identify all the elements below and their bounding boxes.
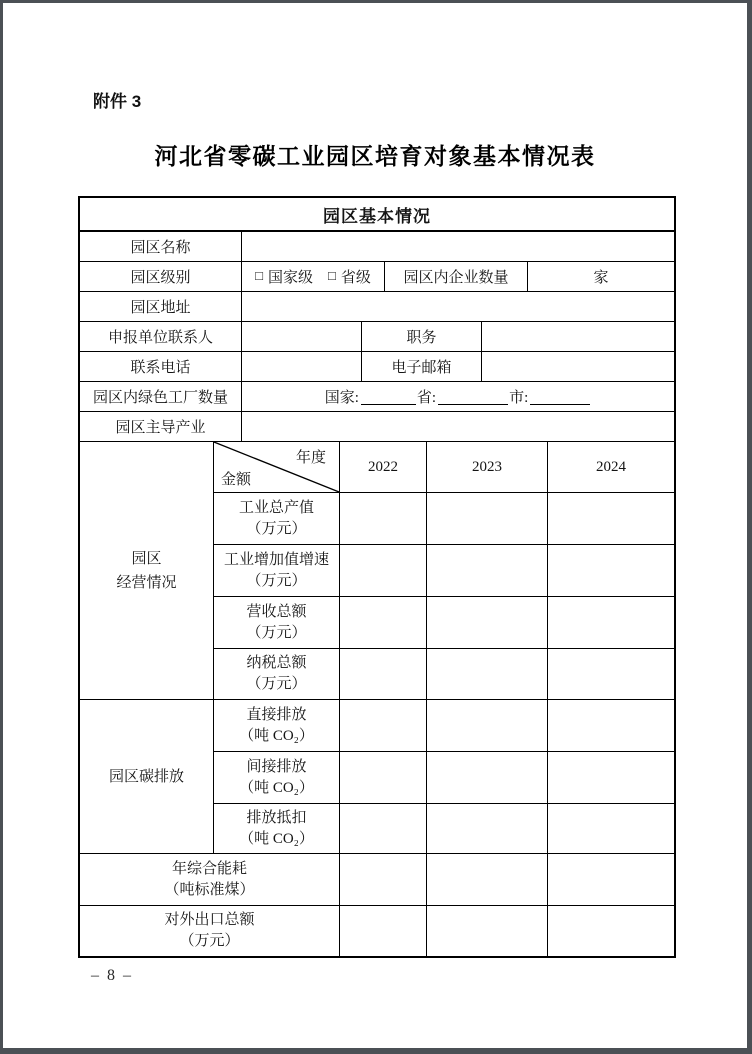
row-label-line1: 直接排放 bbox=[246, 706, 307, 723]
table-header: 园区基本情况 bbox=[80, 198, 674, 232]
email-value-cell bbox=[482, 352, 674, 381]
page-number: – 8 – bbox=[91, 967, 133, 984]
park-address-label: 园区地址 bbox=[80, 292, 242, 321]
green-factory-city-label: 市: bbox=[509, 390, 529, 406]
park-level-options bbox=[242, 262, 385, 291]
value-cell bbox=[548, 545, 674, 596]
main-industry-label: 园区主导产业 bbox=[80, 412, 242, 441]
row-industrial-output bbox=[214, 493, 674, 545]
row-label-line1: 营收总额 bbox=[246, 603, 307, 620]
row-label-unit: （万元） bbox=[246, 624, 307, 641]
green-factory-label: 园区内绿色工厂数量 bbox=[80, 382, 242, 411]
row-label-line1: 间接排放 bbox=[246, 758, 307, 775]
document-page bbox=[3, 3, 747, 1048]
carbon-rows bbox=[214, 700, 674, 853]
row-energy-consumption bbox=[80, 854, 674, 906]
value-cell bbox=[548, 854, 674, 905]
section-operation bbox=[80, 442, 674, 700]
row-value-added-growth bbox=[214, 545, 674, 597]
energy-consumption-label bbox=[80, 854, 340, 905]
green-factory-fill-line bbox=[242, 386, 674, 407]
value-cell bbox=[340, 906, 427, 956]
row-label-line1: 排放抵扣 bbox=[246, 809, 307, 826]
row-export-total bbox=[80, 906, 674, 956]
row-green-factory bbox=[80, 382, 674, 412]
row-label-unit: （万元） bbox=[246, 520, 307, 537]
option-provincial bbox=[328, 266, 371, 287]
blank-underline bbox=[361, 390, 416, 405]
row-label-unit: （吨 CO₂） bbox=[239, 727, 314, 744]
option-provincial-label: 省级 bbox=[340, 270, 371, 286]
value-added-growth-label bbox=[214, 545, 340, 596]
page-title: 河北省零碳工业园区培育对象基本情况表 bbox=[154, 144, 596, 169]
export-total-label bbox=[80, 906, 340, 956]
value-cell bbox=[427, 752, 548, 803]
value-cell bbox=[427, 493, 548, 544]
row-tax-total bbox=[214, 649, 674, 699]
operation-group-label bbox=[80, 442, 214, 699]
year-header-2023: 2023 bbox=[427, 442, 548, 492]
revenue-total-label bbox=[214, 597, 340, 648]
value-cell bbox=[427, 545, 548, 596]
operation-group-line2: 经营情况 bbox=[116, 574, 177, 591]
value-cell bbox=[548, 752, 674, 803]
value-cell bbox=[340, 649, 427, 699]
contact-label: 申报单位联系人 bbox=[80, 322, 242, 351]
value-cell bbox=[427, 854, 548, 905]
row-label-unit: （吨 CO₂） bbox=[239, 779, 314, 796]
main-industry-value-cell bbox=[242, 412, 674, 441]
diagonal-bottom-label: 金额 bbox=[221, 472, 252, 488]
direct-emission-label bbox=[214, 700, 340, 751]
row-label-line1: 对外出口总额 bbox=[164, 912, 255, 928]
row-label-unit: （吨 CO₂） bbox=[239, 830, 314, 847]
row-label-line1: 工业增加值增速 bbox=[223, 551, 329, 568]
row-phone bbox=[80, 352, 674, 382]
blank-underline bbox=[530, 390, 590, 405]
row-label-unit: （万元） bbox=[246, 676, 307, 692]
row-label-unit: （吨标准煤） bbox=[164, 881, 255, 898]
row-emission-offset bbox=[214, 804, 674, 853]
industrial-output-label bbox=[214, 493, 340, 544]
value-cell bbox=[427, 804, 548, 853]
value-cell bbox=[427, 700, 548, 751]
option-national bbox=[255, 266, 313, 287]
value-cell bbox=[340, 854, 427, 905]
contact-value-cell bbox=[242, 322, 362, 351]
email-label: 电子邮箱 bbox=[362, 352, 482, 381]
row-label-line1: 年综合能耗 bbox=[171, 860, 247, 877]
attachment-label: 附件 3 bbox=[93, 92, 142, 111]
section-carbon bbox=[80, 700, 674, 854]
green-factory-national-label: 国家: bbox=[324, 390, 359, 406]
row-park-address bbox=[80, 292, 674, 322]
value-cell bbox=[340, 752, 427, 803]
value-cell bbox=[427, 597, 548, 648]
row-label-line1: 工业总产值 bbox=[238, 499, 314, 516]
row-label-unit: （万元） bbox=[246, 572, 307, 589]
phone-label: 联系电话 bbox=[80, 352, 242, 381]
tax-total-label bbox=[214, 649, 340, 699]
row-park-name bbox=[80, 232, 674, 262]
park-address-value-cell bbox=[242, 292, 674, 321]
enterprise-count-unit: 家 bbox=[593, 270, 609, 286]
value-cell bbox=[548, 649, 674, 699]
row-matrix-header bbox=[214, 442, 674, 493]
value-cell bbox=[427, 649, 548, 699]
park-name-value-cell bbox=[242, 232, 674, 261]
green-factory-province-label: 省: bbox=[416, 390, 437, 406]
green-factory-value-cell bbox=[242, 382, 674, 411]
option-national-label: 国家级 bbox=[267, 270, 313, 286]
park-level-options-group bbox=[255, 266, 371, 287]
basic-info-table bbox=[78, 196, 676, 958]
blank-underline bbox=[438, 390, 508, 405]
value-cell bbox=[340, 804, 427, 853]
row-label-unit: （万元） bbox=[179, 933, 240, 949]
position-value-cell bbox=[482, 322, 674, 351]
row-indirect-emission bbox=[214, 752, 674, 804]
diagonal-header-cell bbox=[214, 442, 340, 492]
operation-rows bbox=[214, 442, 674, 699]
value-cell bbox=[340, 700, 427, 751]
row-direct-emission bbox=[214, 700, 674, 752]
park-name-label: 园区名称 bbox=[80, 232, 242, 261]
year-header-2024: 2024 bbox=[596, 458, 626, 475]
carbon-group-label: 园区碳排放 bbox=[80, 700, 214, 853]
checkbox-provincial-icon: □ bbox=[328, 267, 336, 283]
value-cell bbox=[427, 906, 548, 956]
value-cell bbox=[548, 700, 674, 751]
value-cell bbox=[548, 906, 674, 956]
value-cell bbox=[340, 597, 427, 648]
row-main-industry bbox=[80, 412, 674, 442]
year-header-2022: 2022 bbox=[340, 442, 427, 492]
indirect-emission-label bbox=[214, 752, 340, 803]
checkbox-national-icon: □ bbox=[255, 267, 263, 283]
value-cell bbox=[548, 493, 674, 544]
phone-value-cell bbox=[242, 352, 362, 381]
value-cell bbox=[548, 804, 674, 853]
operation-group-line1: 园区 bbox=[131, 550, 162, 567]
value-cell bbox=[340, 545, 427, 596]
row-park-level bbox=[80, 262, 674, 292]
row-label-line1: 纳税总额 bbox=[246, 655, 307, 671]
row-contact bbox=[80, 322, 674, 352]
position-label: 职务 bbox=[362, 322, 482, 351]
enterprise-count-label: 园区内企业数量 bbox=[385, 262, 528, 291]
diagonal-top-label: 年度 bbox=[295, 450, 326, 466]
emission-offset-label bbox=[214, 804, 340, 853]
park-level-label: 园区级别 bbox=[80, 262, 242, 291]
value-cell bbox=[548, 597, 674, 648]
row-revenue-total bbox=[214, 597, 674, 649]
value-cell bbox=[340, 493, 427, 544]
